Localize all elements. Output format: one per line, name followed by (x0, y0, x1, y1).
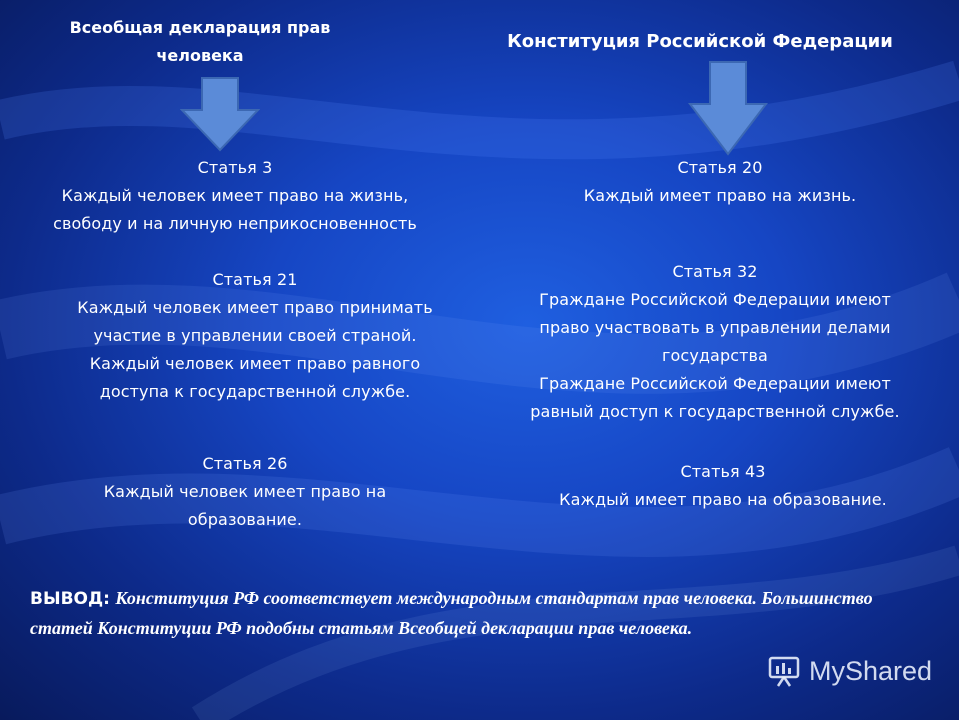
article-21-line-2: участие в управлении своей страной. (93, 326, 417, 345)
conclusion (30, 584, 930, 644)
logo-text: MyShared (809, 655, 933, 686)
article-21-line-4: доступа к государственной службе. (99, 382, 411, 401)
declaration-article-3 (0, 154, 470, 238)
article-32-heading: Статья 32 (672, 262, 758, 281)
article-21-line-3: Каждый человек имеет право равного (89, 354, 421, 373)
article-26-line-2: образование. (187, 510, 303, 529)
article-26-line-1: Каждый человек имеет право на (103, 482, 387, 501)
article-21-heading: Статья 21 (212, 270, 298, 289)
declaration-title: Всеобщая декларация прав человека (69, 18, 331, 65)
constitution-article-32 (480, 258, 950, 426)
constitution-article-20 (490, 154, 950, 210)
article-32-line-3: государства (662, 346, 768, 365)
right-down-arrow-icon (688, 60, 768, 156)
article-43-heading: Статья 43 (680, 462, 766, 481)
conclusion-label: ВЫВОД: (30, 589, 110, 609)
declaration-article-26 (10, 450, 480, 534)
declaration-article-21 (20, 266, 490, 406)
article-32-line-1: Граждане Российской Федерации имеют (539, 290, 891, 309)
left-down-arrow-icon (180, 76, 260, 152)
article-20-heading: Статья 20 (677, 158, 763, 177)
constitution-title: Конституция Российской Федерации (507, 31, 893, 52)
article-26-heading: Статья 26 (202, 454, 288, 473)
constitution-article-43 (488, 458, 958, 514)
article-32-line-5: равный доступ к государственной службе. (530, 402, 900, 421)
article-32-line-4: Граждане Российской Федерации имеют (539, 374, 891, 393)
article-32-line-2: право участвовать в управлении делами (539, 318, 891, 337)
myshared-logo (767, 654, 932, 688)
article-3-line-1: Каждый человек имеет право на жизнь, (61, 186, 409, 205)
article-20-line-1: Каждый имеет право на жизнь. (583, 186, 857, 205)
article-43-line-1: Каждый имеет право на образование. (559, 490, 887, 509)
presentation-board-icon (767, 654, 801, 688)
article-21-line-1: Каждый человек имеет право принимать (77, 298, 433, 317)
article-3-heading: Статья 3 (197, 158, 273, 177)
article-3-line-2: свободу и на личную неприкосновенность (53, 214, 417, 233)
conclusion-text: Конституция РФ соответствует международным стандартам прав человека. Большинство статей Конституции РФ подобны статьям Всеобщей декларации прав человека. (30, 588, 873, 638)
